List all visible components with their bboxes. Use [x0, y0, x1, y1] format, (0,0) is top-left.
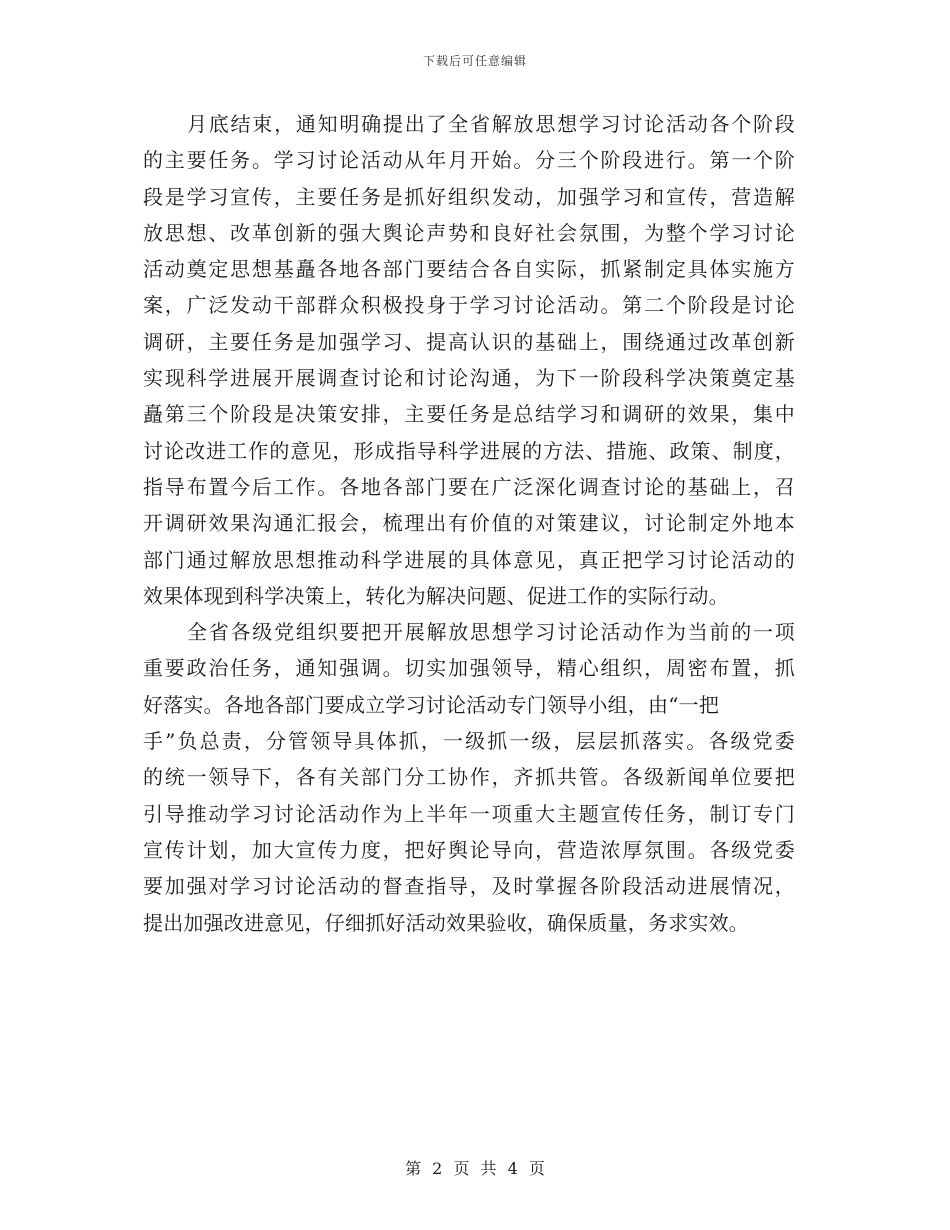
paragraph-line: 实现科学进展开展调查讨论和讨论沟通，为下一阶段科学决策奠定基	[143, 366, 795, 391]
header-note: 下载后可任意编辑	[422, 54, 527, 68]
paragraph-line: 段是学习宣传，主要任务是抓好组织发动，加强学习和宣传，营造解	[143, 184, 795, 209]
paragraph-line: 案，广泛发动干部群众积极投身于学习讨论活动。第二个阶段是讨论	[143, 293, 795, 318]
paragraph-2	[143, 614, 795, 941]
paragraph-line: 效果体现到科学决策上，转化为解决问题、促进工作的实际行动。	[143, 583, 729, 608]
paragraph-line: 全省各级党组织要把开展解放思想学习讨论活动作为当前的一项	[187, 620, 795, 645]
paragraph-line: 活动奠定思想基矗各地各部门要结合各自实际，抓紧制定具体实施方	[143, 257, 795, 282]
body-text	[143, 106, 795, 941]
paragraph-1	[143, 106, 795, 614]
paragraph-line: 讨论改进工作的意见，形成指导科学进展的方法、措施、政策、制度，	[143, 438, 795, 463]
paragraph-line: 引导推动学习讨论活动作为上半年一项重大主题宣传任务，制订专门	[143, 801, 795, 826]
paragraph-line: 重要政治任务，通知强调。切实加强领导，精心组织，周密布置，抓	[143, 656, 795, 681]
paragraph-line: 部门通过解放思想推动科学进展的具体意见，真正把学习讨论活动的	[143, 547, 795, 572]
paragraph-line: 调研，主要任务是加强学习、提高认识的基础上，围绕通过改革创新	[143, 329, 795, 354]
paragraph-line: 指导布置今后工作。各地各部门要在广泛深化调查讨论的基础上，召	[143, 474, 795, 499]
paragraph-line: 放思想、改革创新的强大舆论声势和良好社会氛围，为整个学习讨论	[143, 220, 795, 245]
paragraph-line: 矗第三个阶段是决策安排，主要任务是总结学习和调研的效果，集中	[143, 402, 795, 427]
paragraph-line: 提出加强改进意见，仔细抓好活动效果验收，确保质量，务求实效。	[143, 910, 749, 935]
paragraph-line: 的统一领导下，各有关部门分工协作，齐抓共管。各级新闻单位要把	[143, 765, 795, 790]
paragraph-line: 月底结束，通知明确提出了全省解放思想学习讨论活动各个阶段	[187, 112, 795, 136]
paragraph-line: 手”负总责，分管领导具体抓，一级抓一级，层层抓落实。各级党委	[143, 729, 795, 754]
paragraph-line: 要加强对学习讨论活动的督查指导，及时掌握各阶段活动进展情况，	[143, 874, 795, 899]
paragraph-line: 宣传计划，加大宣传力度，把好舆论导向，营造浓厚氛围。各级党委	[143, 837, 795, 862]
page-number-footer: 第 2 页 共 4 页	[405, 1159, 545, 1178]
paragraph-line: 开调研效果沟通汇报会，梳理出有价值的对策建议，讨论制定外地本	[143, 511, 795, 536]
paragraph-line: 好落实。各地各部门要成立学习讨论活动专门领导小组，由“一把	[143, 692, 720, 717]
paragraph-line: 的主要任务。学习讨论活动从年月开始。分三个阶段进行。第一个阶	[143, 148, 795, 173]
